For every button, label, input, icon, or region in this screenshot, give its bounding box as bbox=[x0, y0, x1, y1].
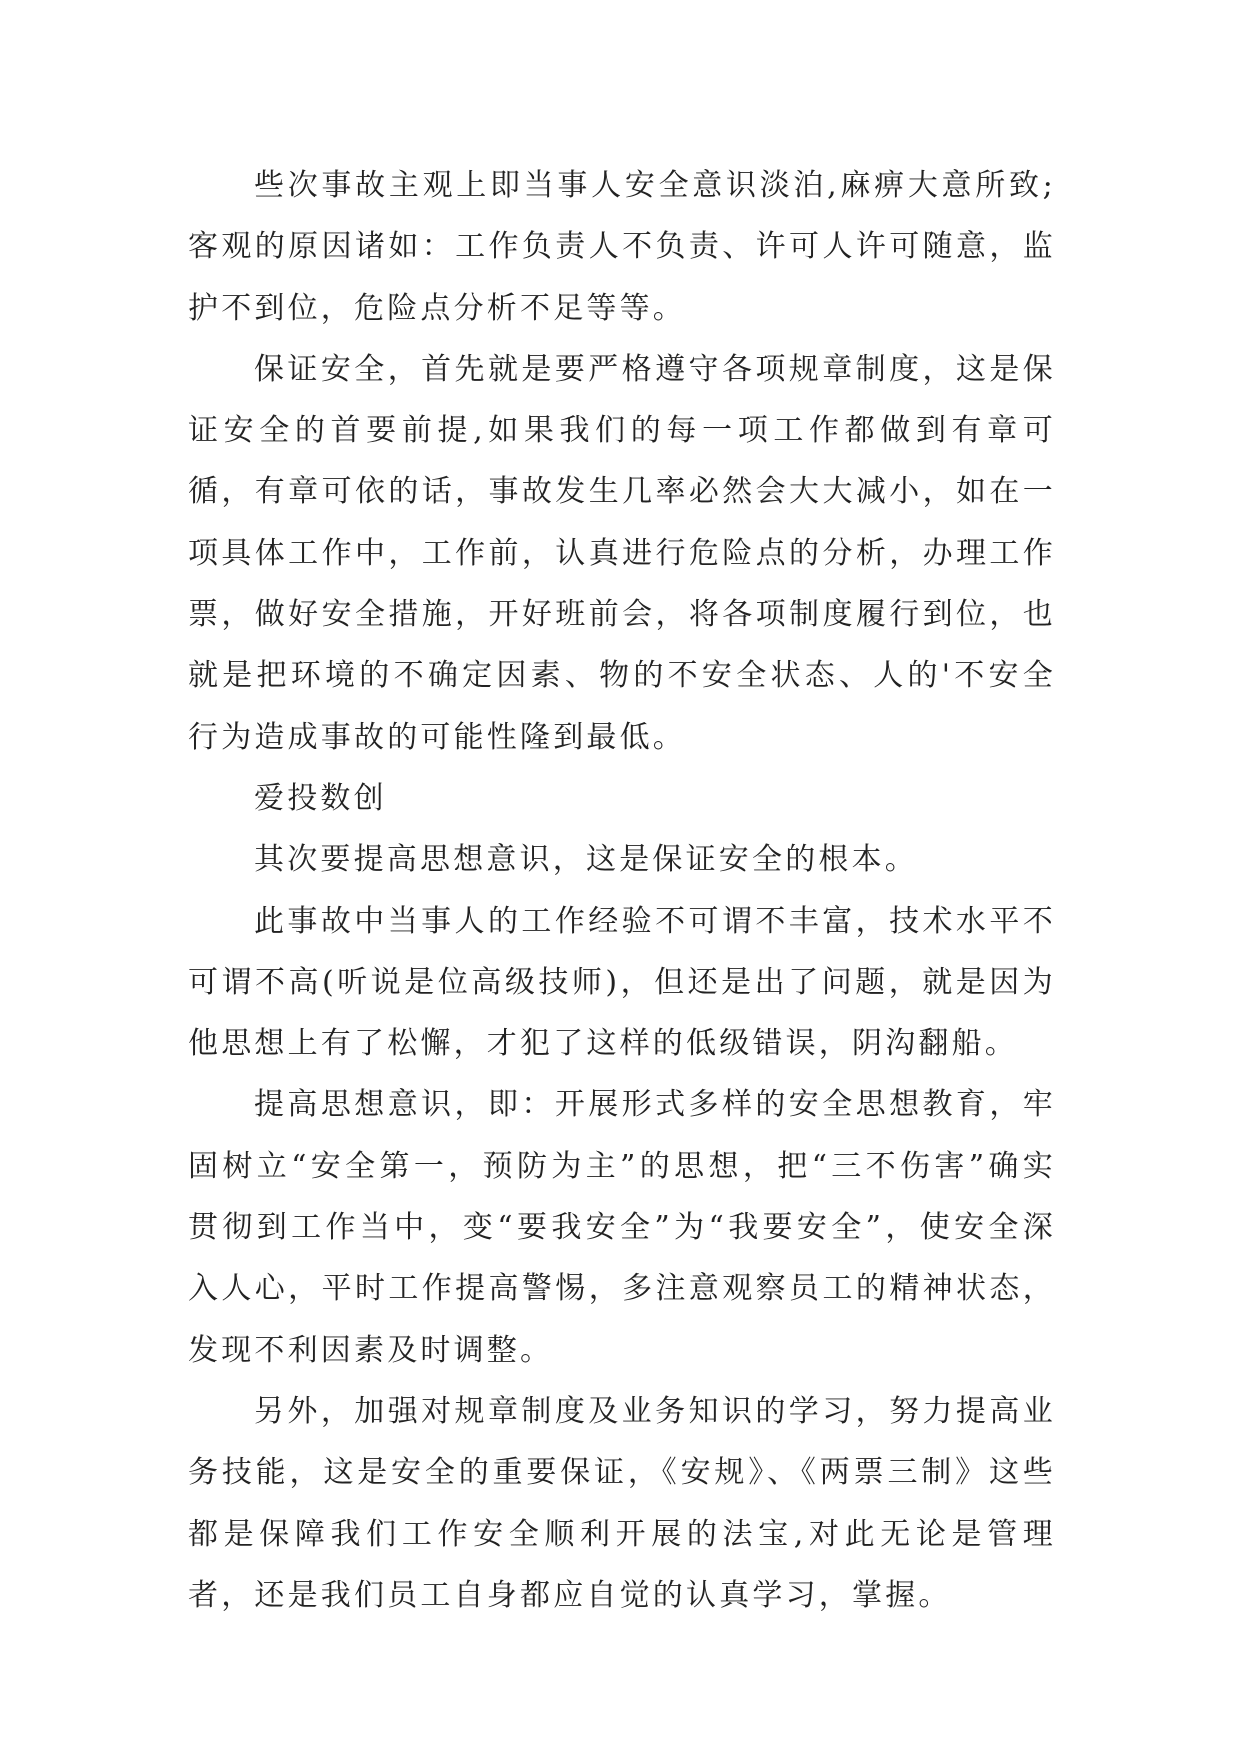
paragraph-learning: 另外，加强对规章制度及业务知识的学习，努力提高业务技能，这是安全的重要保证，《安规》、《两票三制》这些都是保障我们工作安全顺利开展的法宝,对此无论是管理者，还是我们员工自身都应自觉的认真学习，掌握。 bbox=[188, 1393, 1056, 1613]
paragraph-accident-cause: 些次事故主观上即当事人安全意识淡泊,麻痹大意所致;客观的原因诸如：工作负责人不负责、许可人许可随意，监护不到位，危险点分析不足等等。 bbox=[188, 168, 1056, 326]
paragraph-watermark-text: 爱投数创 bbox=[254, 780, 387, 816]
paragraph-experience: 此事故中当事人的工作经验不可谓不丰富，技术水平不可谓不高(听说是位高级技师)，但还是出了问题，就是因为他思想上有了松懈，才犯了这样的低级错误，阴沟翻船。 bbox=[188, 903, 1056, 1062]
paragraph-awareness-root: 其次要提高思想意识，这是保证安全的根本。 bbox=[254, 842, 918, 878]
paragraph-safety-rules: 保证安全，首先就是要严格遵守各项规章制度，这是保证安全的首要前提,如果我们的每一项工作都做到有章可循，有章可依的话，事故发生几率必然会大大减小，如在一项具体工作中，工作前，认真进行危险点的分析，办理工作票，做好安全措施，开好班前会，将各项制度履行到位，也就是把环境的不确定因素、物的不安全状态、人的'不安全行为造成事故的可能性隆到最低。 bbox=[188, 351, 1056, 755]
document-body bbox=[188, 155, 1056, 1626]
paragraph-education: 提高思想意识，即：开展形式多样的安全思想教育，牢固树立“安全第一，预防为主”的思想，把“三不伤害”确实贯彻到工作当中，变“要我安全”为“我要安全”，使安全深入人心，平时工作提高警惕，多注意观察员工的精神状态，发现不利因素及时调整。 bbox=[188, 1087, 1056, 1368]
